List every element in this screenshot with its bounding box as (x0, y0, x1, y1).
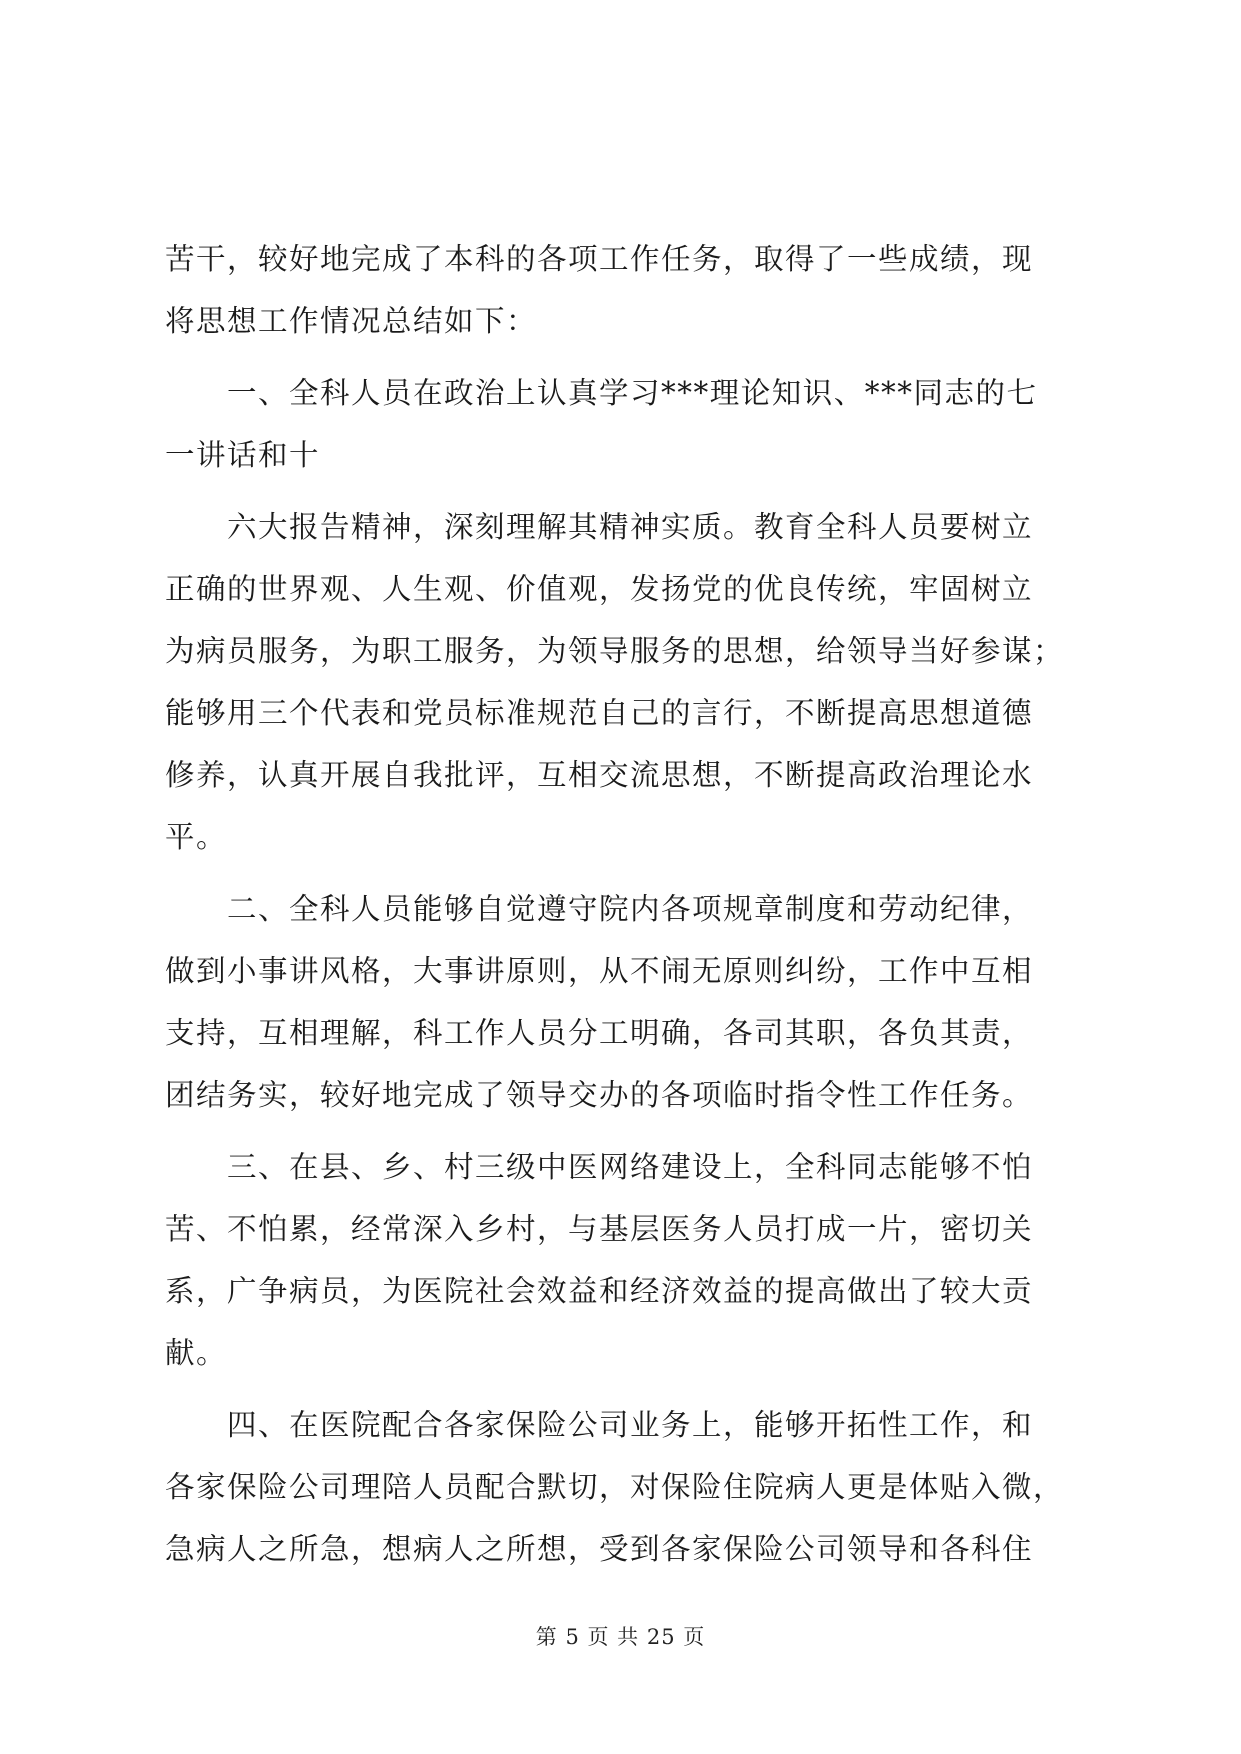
page-number-footer: 第 5 页 共 25 页 (535, 1625, 706, 1649)
text-line: 一、全科人员在政治上认真学习***理论知识、***同志的七 (165, 376, 1038, 410)
text-line: 献。 (165, 1336, 228, 1370)
text-line: 三、在县、乡、村三级中医网络建设上，全科同志能够不怕 (165, 1150, 1034, 1184)
text-line: 团结务实，较好地完成了领导交办的各项临时指令性工作任务。 (165, 1078, 1034, 1112)
text-line: 修养，认真开展自我批评，互相交流思想，不断提高政治理论水 (165, 758, 1034, 792)
text-line: 能够用三个代表和党员标准规范自己的言行，不断提高思想道德 (165, 696, 1034, 730)
text-line: 一讲话和十 (165, 438, 321, 472)
text-line: 苦、不怕累，经常深入乡村，与基层医务人员打成一片，密切关 (165, 1212, 1034, 1246)
text-line: 为病员服务，为职工服务，为领导服务的思想，给领导当好参谋； (165, 634, 1065, 668)
text-line: 将思想工作情况总结如下： (165, 304, 538, 338)
text-line: 六大报告精神，深刻理解其精神实质。教育全科人员要树立 (165, 510, 1034, 544)
document-body (165, 228, 1077, 1580)
text-line: 系，广争病员，为医院社会效益和经济效益的提高做出了较大贡 (165, 1274, 1034, 1308)
text-line: 各家保险公司理陪人员配合默切，对保险住院病人更是体贴入微， (165, 1470, 1065, 1504)
text-line: 支持，互相理解，科工作人员分工明确，各司其职，各负其责， (165, 1016, 1034, 1050)
text-line: 急病人之所急，想病人之所想，受到各家保险公司领导和各科住 (165, 1532, 1034, 1566)
text-line: 正确的世界观、人生观、价值观，发扬党的优良传统，牢固树立 (165, 572, 1034, 606)
text-line: 二、全科人员能够自觉遵守院内各项规章制度和劳动纪律， (165, 892, 1034, 926)
text-line: 苦干，较好地完成了本科的各项工作任务，取得了一些成绩，现 (165, 242, 1034, 276)
text-line: 做到小事讲风格，大事讲原则，从不闹无原则纠纷，工作中互相 (165, 954, 1034, 988)
text-line: 平。 (165, 820, 228, 854)
text-line: 四、在医院配合各家保险公司业务上，能够开拓性工作，和 (165, 1408, 1034, 1442)
